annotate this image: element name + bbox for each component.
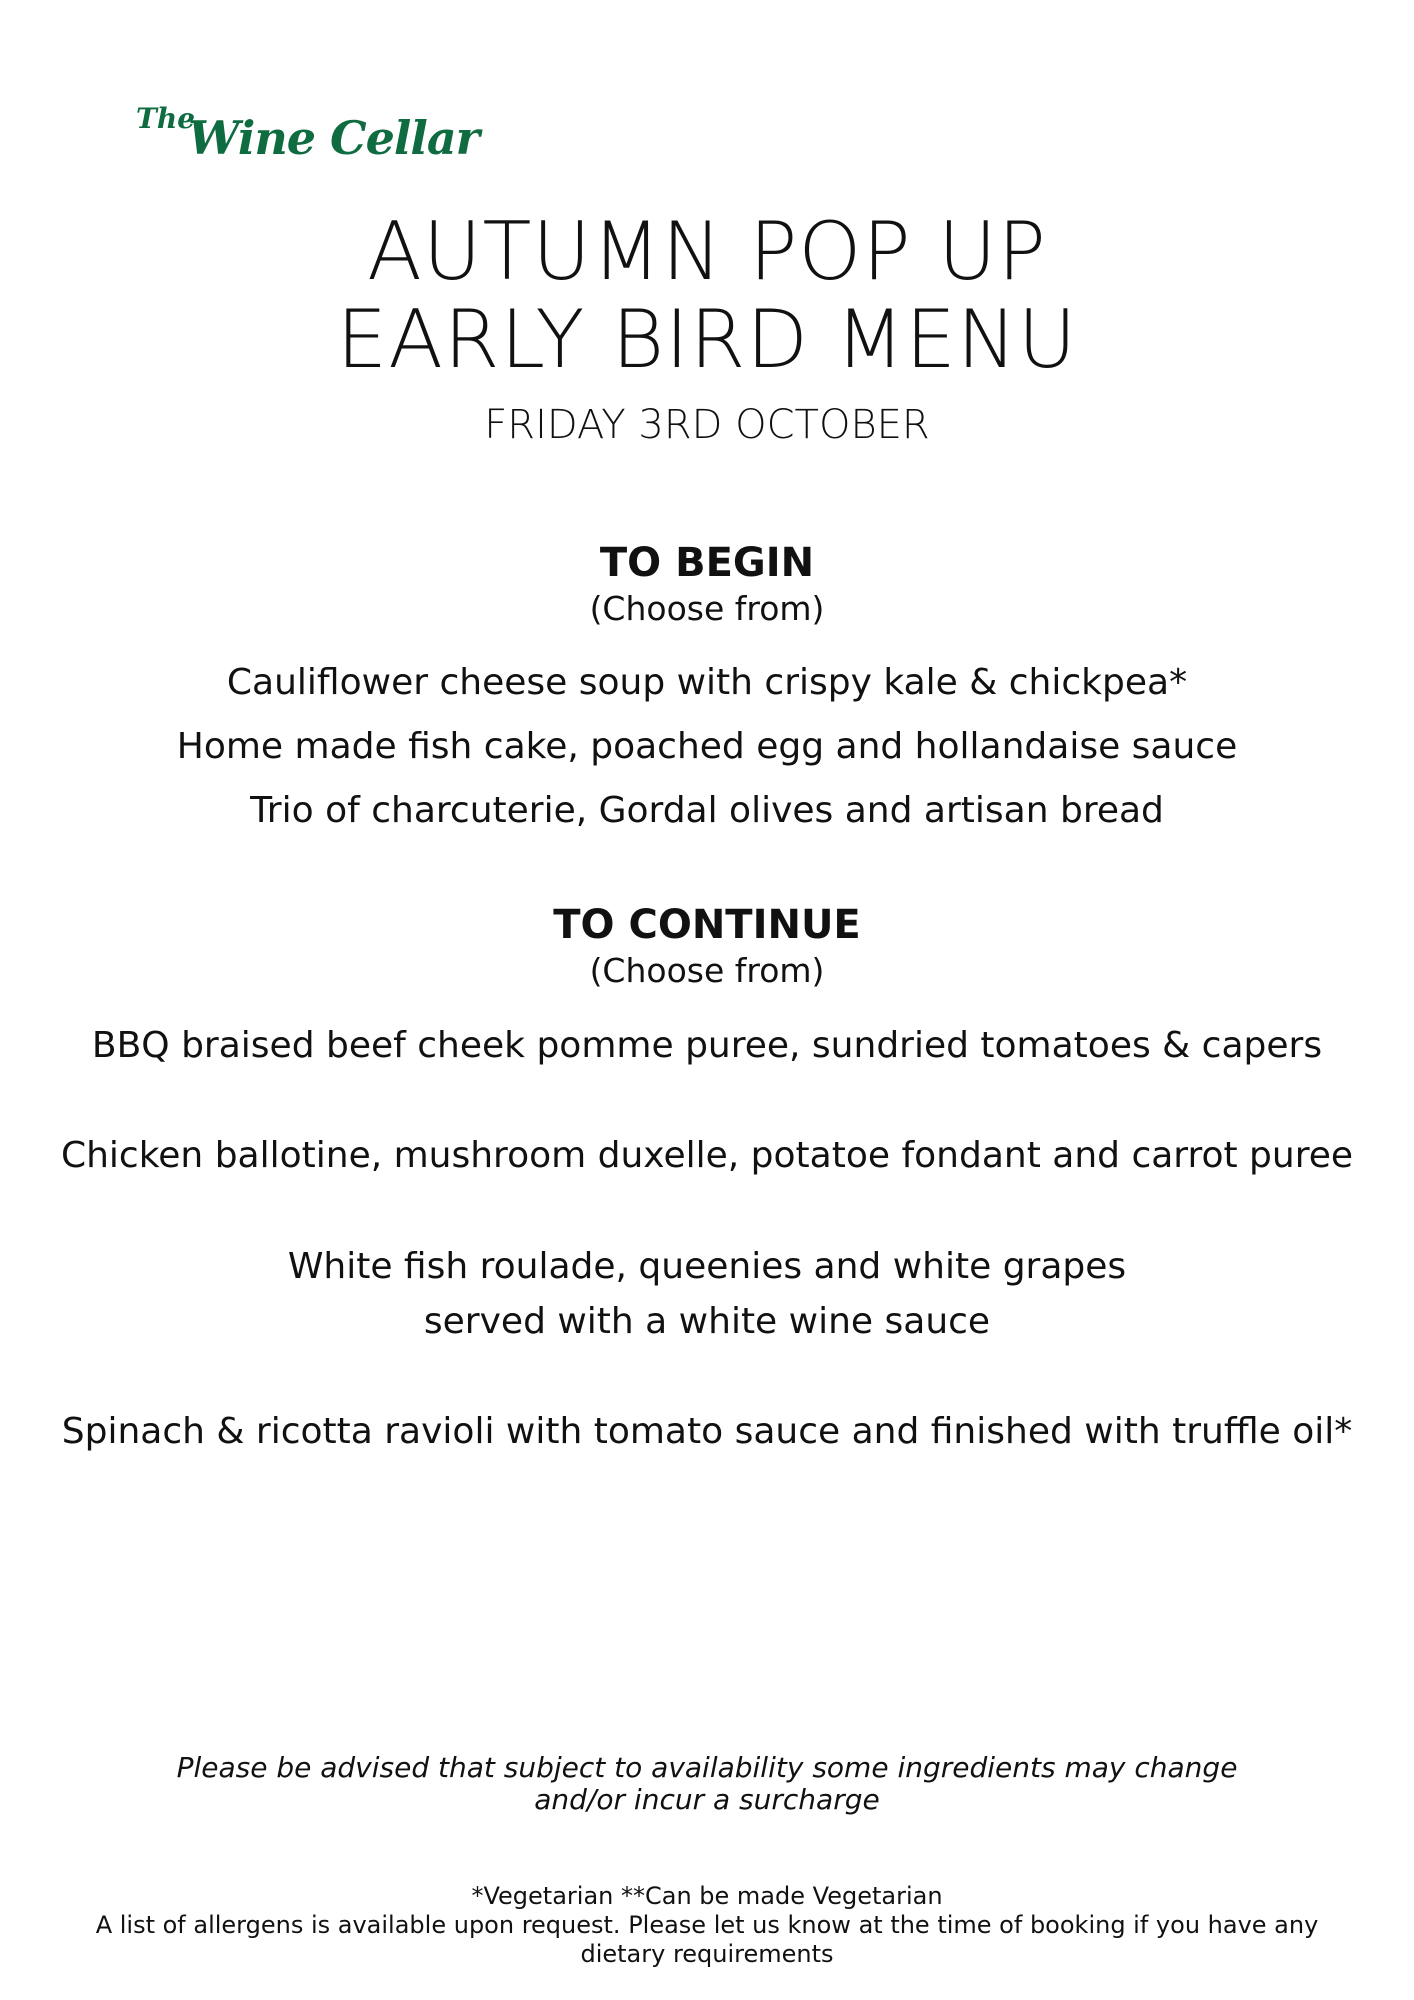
wine-cellar-logo-icon [132,92,479,182]
disclaimer-line-2: and/or incur a surcharge [534,1783,880,1816]
section-heading-continue: TO CONTINUE [553,902,861,948]
main-item-4: Spinach & ricotta ravioli with tomato sauce and finished with truffle oil* [61,1411,1353,1452]
menu-date: FRIDAY 3RD OCTOBER [484,402,930,448]
main-item-1: BBQ braised beef cheek pomme puree, sundried tomatoes & capers [91,1025,1323,1066]
starter-item-2: Home made fish cake, poached egg and hollandaise sauce [176,726,1238,767]
vegetarian-key: *Vegetarian **Can be made Vegetarian [471,1882,943,1910]
dietary-footnote [0,1882,1414,1969]
section-to-continue [0,900,1414,992]
menu-title-line-2: EARLY BIRD MENU [336,293,1078,386]
logo-text-small: The [136,102,196,135]
main-item-3: White fish roulade, queenies and white grapes [287,1246,1127,1287]
menu-title-line-1: AUTUMN POP UP [367,205,1047,298]
allergens-line-1: A list of allergens is available upon request. Please let us know at the time of booking if you have any [95,1911,1319,1939]
choose-note-continue: (Choose from) [589,951,825,990]
availability-disclaimer [0,1752,1414,1816]
menu-title [0,205,1414,386]
choose-note-begin: (Choose from) [589,589,825,628]
allergens-line-2: dietary requirements [580,1940,834,1968]
main-item-2: Chicken ballotine, mushroom duxelle, potatoe fondant and carrot puree [60,1135,1354,1176]
section-heading-begin: TO BEGIN [599,540,815,586]
brand-logo [132,92,479,182]
disclaimer-line-1: Please be advised that subject to availability some ingredients may change [176,1751,1238,1784]
starter-item-1: Cauliflower cheese soup with crispy kale & chickpea* [226,662,1188,703]
section-to-begin [0,538,1414,630]
main-item-3-continued: served with a white wine sauce [423,1301,991,1342]
starter-item-3: Trio of charcuterie, Gordal olives and artisan bread [250,790,1164,831]
logo-text-main: Wine Cellar [188,111,479,165]
